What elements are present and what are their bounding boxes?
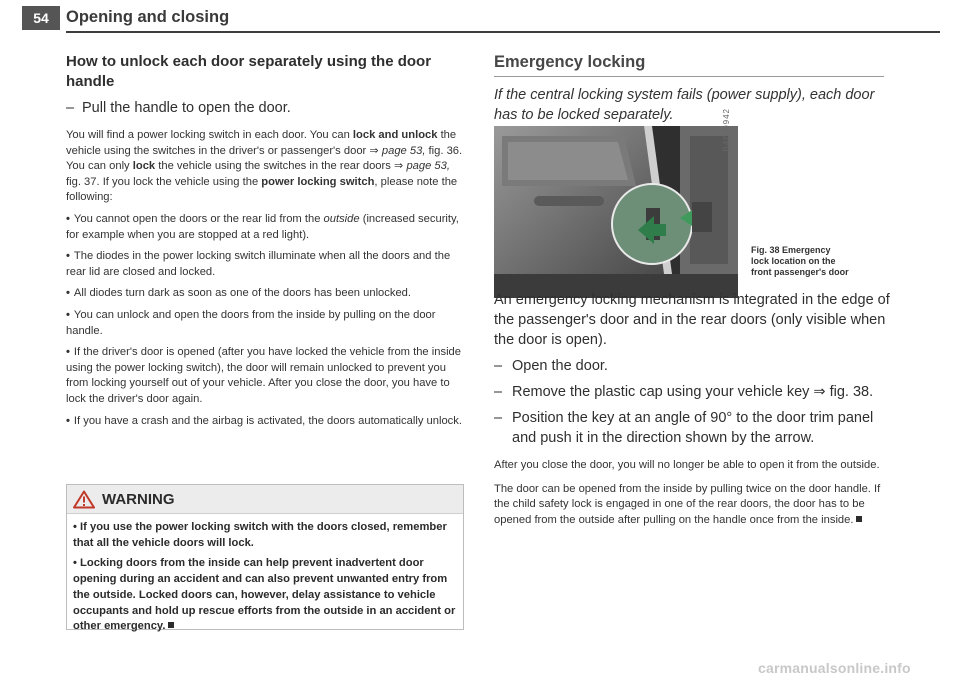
warning-header: [67, 485, 463, 514]
paragraph-emergency-lock: An emergency locking mechanism is integrated in the edge of the passenger's door and in the rear doors (only visible when the door is open).: [494, 292, 890, 348]
bullet-item: • You cannot open the doors or the rear lid from the outside (increased security, for example when you are stopped at a red light).: [66, 212, 459, 241]
header-rule: [66, 31, 940, 33]
page-number: 54: [22, 6, 60, 30]
step-open-door: – Open the door.: [494, 358, 608, 374]
warning-body: [67, 514, 463, 635]
step-text: Pull the handle to open the door.: [82, 100, 291, 116]
section-rule: [494, 76, 884, 77]
warning-label: WARNING: [102, 490, 175, 508]
intro-italic: If the central locking system fails (power supply), each door has to be locked separately.: [494, 87, 875, 123]
note-child-lock: The door can be opened from the inside by pulling twice on the door handle. If the child safety lock is engaged in one of the rear doors, the door has to be opened from the outside after pulling on the handle once from the inside.: [494, 482, 881, 526]
bullet-item: • If the driver's door is opened (after you have locked the vehicle from the inside using the power locking switch), the door will remain unlocked to prevent you from locking yourself out of your vehicle. After you close the door, you have to lock the driver's door again.: [66, 346, 461, 405]
door-edge-figure: [494, 126, 738, 298]
end-marker-icon: [168, 622, 174, 628]
figure-caption: Fig. 38 Emergency lock location on the front passenger's door: [751, 245, 849, 277]
step-position-key: – Position the key at an angle of 90° to the door trim panel and push it in the direction shown by the arrow.: [494, 410, 874, 446]
watermark-brand: carmanualsonline.info: [758, 660, 911, 676]
page-reference-link[interactable]: page 53,: [381, 144, 426, 157]
warning-item: • Locking doors from the inside can help prevent inadvertent door opening during an accident and can also prevent unwanted entry from the outside. Locked doors can, however, delay assistance to vehicle occupants and hold up rescue efforts from the outside in an accident or other emergency.: [73, 557, 456, 633]
bullet-item: • The diodes in the power locking switch illuminate when all the doors and the rear lid are closed and locked.: [66, 250, 451, 278]
section-heading-unlock: How to unlock each door separately using the door handle: [66, 53, 432, 90]
figure-code: B4E-0942: [722, 108, 731, 152]
right-column-body: [494, 290, 890, 528]
paragraph-power-locking: You will find a power locking switch in each door. You can lock and unlock the vehicle using the switches in the driver's or passenger's door ⇒ page 53, fig. 36. You can only lock the vehicle using the switches in the rear doors ⇒ page 53, fig. 37. If you lock the vehicle using the power locking switch, please note the following:: [66, 129, 463, 204]
note-after-close: After you close the door, you will no longer be able to open it from the outside.: [494, 459, 880, 471]
bullet-item: • If you have a crash and the airbag is activated, the doors automatically unlock.: [66, 414, 462, 427]
warning-item: • If you use the power locking switch with the doors closed, remember that all the vehicle doors will lock.: [73, 521, 447, 549]
bullet-item: • All diodes turn dark as soon as one of the doors has been unlocked.: [66, 287, 412, 300]
end-marker-icon: [856, 516, 862, 522]
section-heading-emergency: Emergency locking: [494, 53, 646, 71]
door-illustration: [494, 126, 738, 274]
chapter-title: Opening and closing: [66, 8, 230, 26]
page-reference-link[interactable]: page 53,: [406, 160, 450, 173]
bullet-item: • You can unlock and open the doors from the inside by pulling on the door handle.: [66, 308, 436, 337]
right-column-top: [494, 52, 884, 125]
step-pull-handle: – Pull the handle to open the door.: [66, 100, 291, 116]
step-remove-cap: – Remove the plastic cap using your vehicle key ⇒ fig. 38.: [494, 384, 874, 400]
left-column: [66, 52, 464, 429]
warning-triangle-icon: [73, 490, 95, 509]
warning-box: [66, 484, 464, 633]
